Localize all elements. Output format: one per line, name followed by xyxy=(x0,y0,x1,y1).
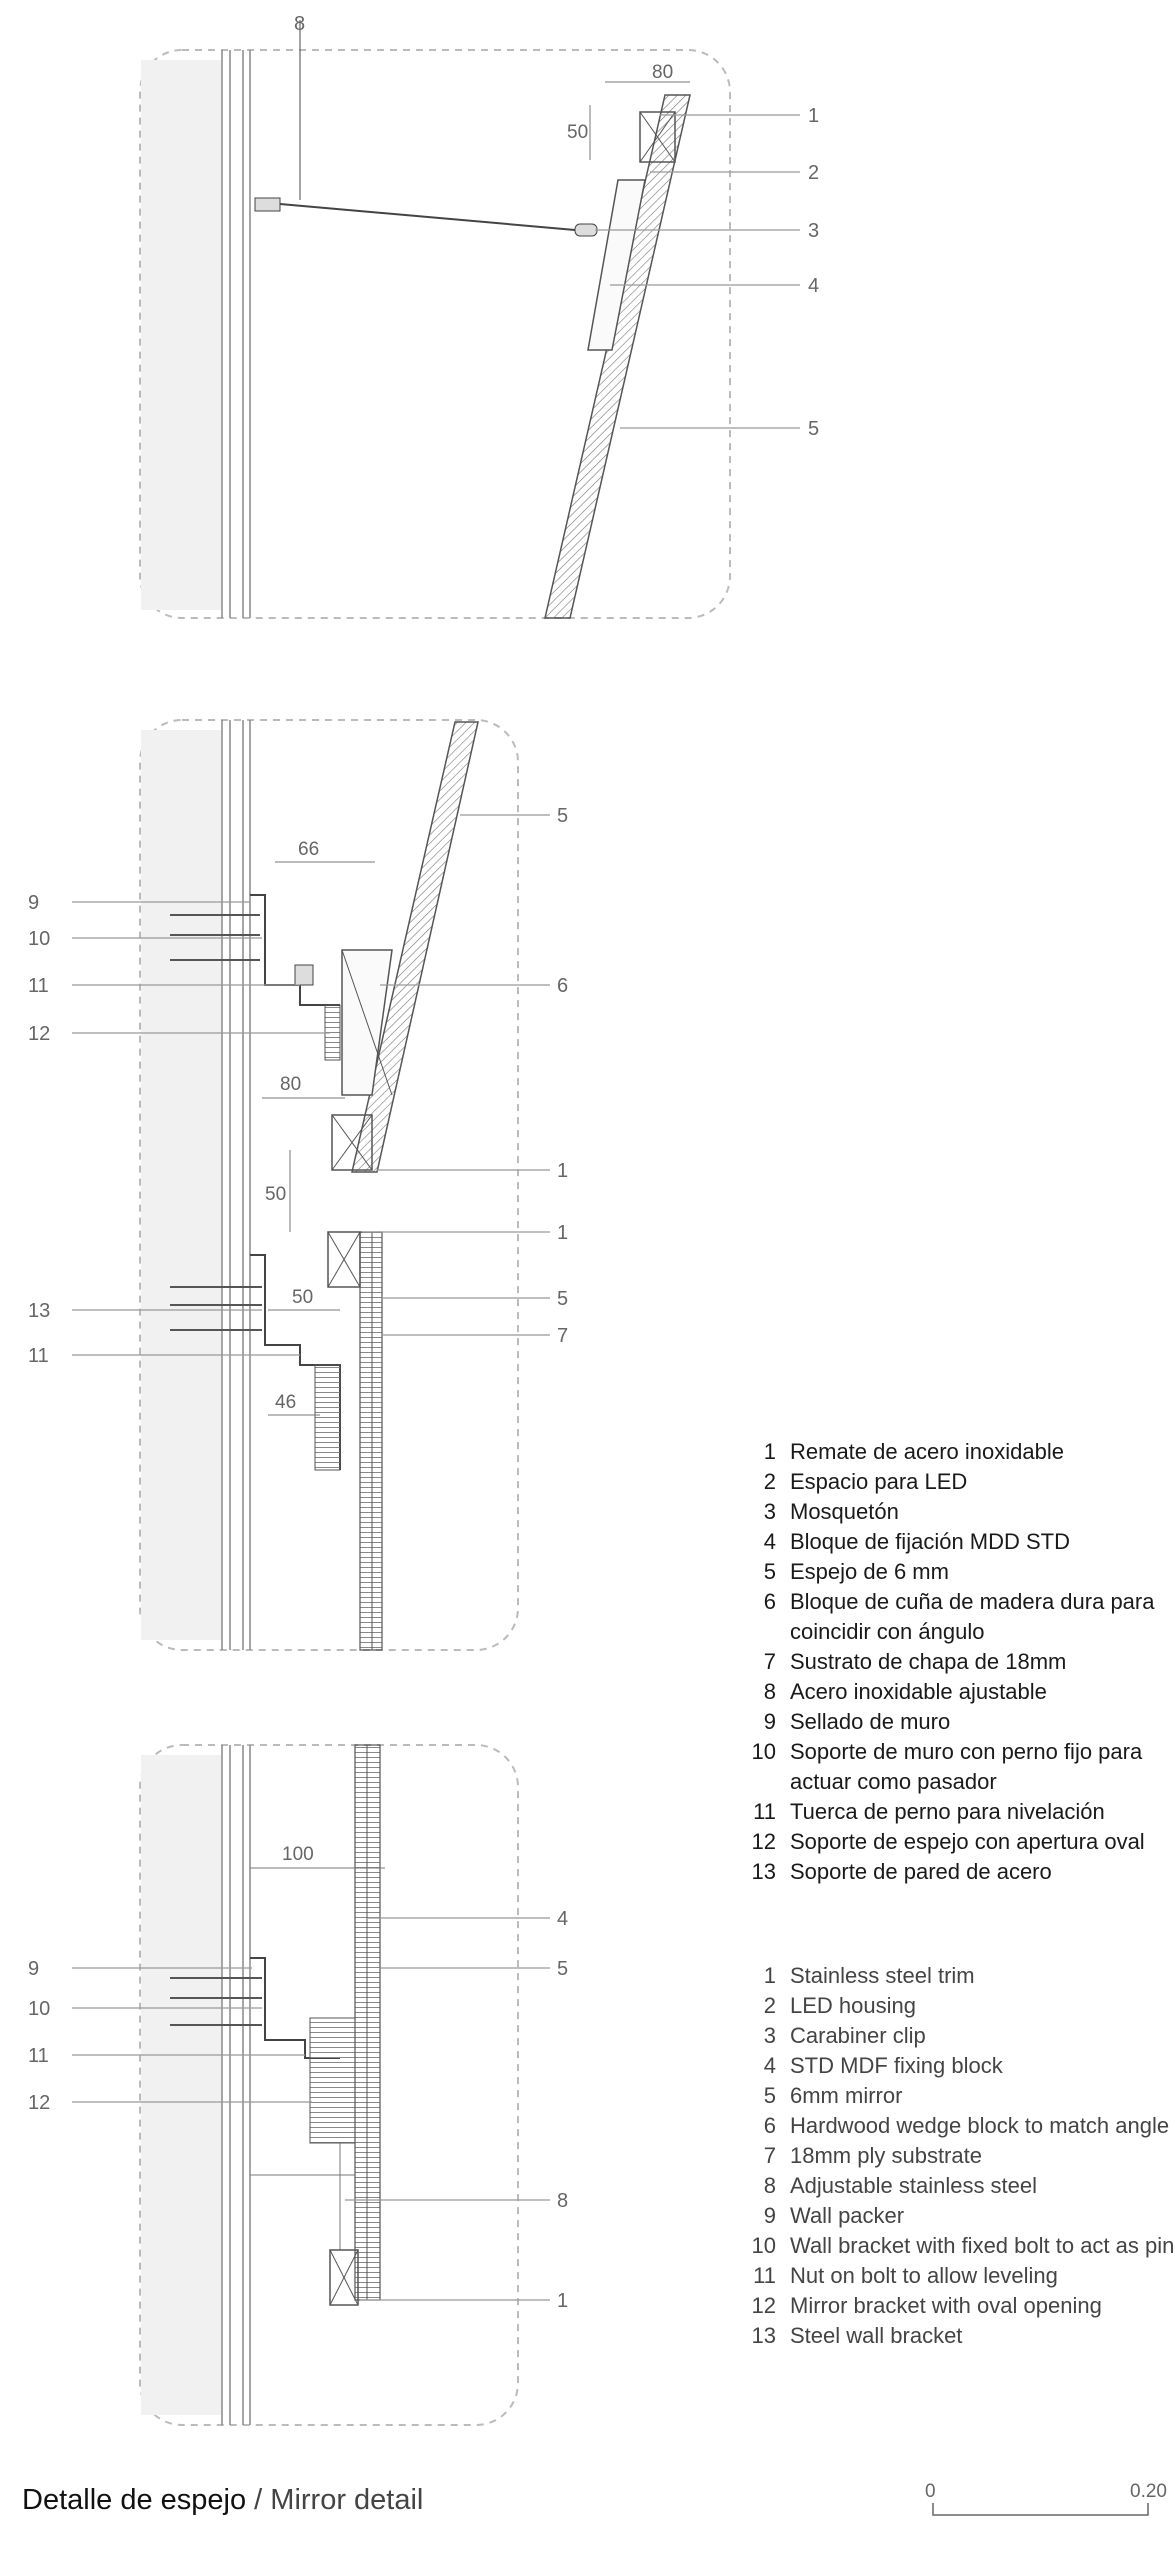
legend-text: 6mm mirror xyxy=(790,2083,903,2108)
legend-item xyxy=(740,2141,1174,2171)
legend-text: Nut on bolt to allow leveling xyxy=(790,2263,1058,2288)
legend-text: Stainless steel trim xyxy=(790,1963,975,1988)
dim-100: 100 xyxy=(282,1844,314,1865)
legend-number: 2 xyxy=(763,1469,776,1494)
legend-text: Hardwood wedge block to match angle xyxy=(790,2113,1170,2138)
legend-item xyxy=(740,1527,1175,1557)
callout-mid-left-11b: 11 xyxy=(28,1345,49,1367)
callout-bot-left-11: 11 xyxy=(28,2045,49,2067)
legend-number: 7 xyxy=(763,2143,776,2168)
callout-top-4: 4 xyxy=(808,275,820,297)
cable xyxy=(280,204,575,230)
legend-item xyxy=(740,2171,1174,2201)
tag-top: 8 xyxy=(294,13,306,35)
legend-text: Carabiner clip xyxy=(790,2023,926,2048)
legend-text: Mosquetón xyxy=(790,1499,899,1524)
legend-number: 3 xyxy=(763,1499,776,1524)
legend-text: Mirror bracket with oval opening xyxy=(790,2293,1102,2318)
legend-number: 9 xyxy=(763,1709,776,1734)
legend-spanish xyxy=(740,1437,1175,1887)
legend-text: LED housing xyxy=(790,1993,916,2018)
legend-item xyxy=(740,2291,1174,2321)
legend-number: 12 xyxy=(751,2293,776,2318)
dim-50: 50 xyxy=(567,122,589,143)
legend-item xyxy=(740,1437,1175,1467)
scale-bar xyxy=(925,2481,1167,2515)
legend-text: 18mm ply substrate xyxy=(790,2143,982,2168)
legend-text: Wall bracket with fixed bolt to act as pin xyxy=(790,2233,1175,2258)
legend-item xyxy=(740,2261,1174,2291)
callout-mid-left-9: 9 xyxy=(28,892,40,914)
legend-text: Espejo de 6 mm xyxy=(790,1559,949,1584)
carabiner xyxy=(575,224,597,236)
legend-number: 5 xyxy=(763,2083,776,2108)
legend-number: 1 xyxy=(763,1963,776,1988)
callout-mid-right-1b: 1 xyxy=(557,1222,569,1244)
legend-text: Acero inoxidable ajustable xyxy=(790,1679,1047,1704)
title-separator: / xyxy=(246,2484,271,2516)
legend-item xyxy=(740,1961,1174,1991)
callout-bot-right-8: 8 xyxy=(557,2190,569,2212)
legend-text: Bloque de cuña de madera dura para coincidir con ángulo xyxy=(790,1589,1155,1644)
legend-item xyxy=(740,1797,1175,1827)
legend-item xyxy=(740,1677,1175,1707)
legend-text: Sellado de muro xyxy=(790,1709,951,1734)
legend-number: 7 xyxy=(763,1649,776,1674)
callout-mid-left-11: 11 xyxy=(28,975,49,997)
mirror-vertical xyxy=(360,1232,382,1650)
legend-text: Remate de acero inoxidable xyxy=(790,1439,1064,1464)
callout-bot-right-1: 1 xyxy=(557,2290,569,2312)
legend-number: 8 xyxy=(763,1679,776,1704)
wall-lines xyxy=(222,50,250,618)
legend-number: 6 xyxy=(763,1589,776,1614)
legend-text: STD MDF fixing block xyxy=(790,2053,1003,2078)
callout-bot-left-10: 10 xyxy=(28,1998,51,2020)
legend-text: Soporte de espejo con apertura oval xyxy=(790,1829,1145,1854)
callout-mid-right-5b: 5 xyxy=(557,1288,569,1310)
legend-item xyxy=(740,1707,1175,1737)
title-secondary: Mirror detail xyxy=(270,2484,424,2516)
callout-bot-right-5: 5 xyxy=(557,1958,569,1980)
legend-item xyxy=(740,1467,1175,1497)
callout-bot-right-4: 4 xyxy=(557,1908,569,1930)
dim-50-mid: 50 xyxy=(265,1184,287,1205)
wall-fill xyxy=(141,1755,221,2415)
wall-anchor xyxy=(255,198,280,211)
legend-number: 5 xyxy=(763,1559,776,1584)
callout-top-2: 2 xyxy=(808,162,820,184)
legend-item xyxy=(740,2321,1174,2351)
legend-number: 12 xyxy=(751,1829,776,1854)
legend-item xyxy=(740,2231,1174,2261)
dim-66: 66 xyxy=(298,839,320,860)
callout-top-3: 3 xyxy=(808,220,820,242)
detail-top-frame xyxy=(140,50,730,618)
legend-text: Wall packer xyxy=(790,2203,905,2228)
legend-item xyxy=(740,1991,1174,2021)
callout-mid-right-5: 5 xyxy=(557,805,569,827)
legend-item xyxy=(740,2201,1174,2231)
legend-number: 11 xyxy=(753,1799,776,1824)
callout-mid-right-1: 1 xyxy=(557,1160,569,1182)
scale-bar-end: 0.20 xyxy=(1130,2481,1167,2502)
legend-number: 4 xyxy=(763,2053,776,2078)
wall-fill xyxy=(141,60,221,610)
legend-number: 13 xyxy=(751,1859,776,1884)
legend-number: 4 xyxy=(763,1529,776,1554)
legend-item xyxy=(740,2021,1174,2051)
detail-bottom xyxy=(28,1745,568,2425)
legend-item xyxy=(740,1857,1175,1887)
callout-top-1: 1 xyxy=(808,105,820,127)
legend-text: Sustrato de chapa de 18mm xyxy=(790,1649,1067,1674)
legend-number: 9 xyxy=(763,2203,776,2228)
wall-fill xyxy=(141,730,221,1640)
dim-50-mid-2: 50 xyxy=(292,1287,314,1308)
legend-item xyxy=(740,1737,1175,1797)
scale-bar-start: 0 xyxy=(925,2481,936,2502)
legend-item xyxy=(740,1647,1175,1677)
legend-text: Espacio para LED xyxy=(790,1469,968,1494)
dim-46: 46 xyxy=(275,1392,297,1413)
legend-text: Soporte de pared de acero xyxy=(790,1859,1052,1884)
legend-number: 10 xyxy=(751,1739,776,1764)
callout-bot-left-9: 9 xyxy=(28,1958,40,1980)
legend-number: 13 xyxy=(751,2323,776,2348)
legend-number: 3 xyxy=(763,2023,776,2048)
legend-text: Adjustable stainless steel xyxy=(790,2173,1038,2198)
mirror-panel-angled xyxy=(352,722,478,1172)
legend-text: Tuerca de perno para nivelación xyxy=(790,1799,1105,1824)
detail-middle xyxy=(28,720,568,1650)
legend-number: 1 xyxy=(763,1439,776,1464)
callout-mid-left-13: 13 xyxy=(28,1300,51,1322)
legend-number: 2 xyxy=(763,1993,776,2018)
legend-text: Bloque de fijación MDD STD xyxy=(790,1529,1071,1554)
legend-number: 11 xyxy=(753,2263,776,2288)
legend-item xyxy=(740,1587,1175,1647)
legend-text: Steel wall bracket xyxy=(790,2323,963,2348)
legend-item xyxy=(740,1497,1175,1527)
callout-mid-left-10: 10 xyxy=(28,928,51,950)
legend-number: 10 xyxy=(751,2233,776,2258)
detail-top xyxy=(140,13,819,618)
dim-80: 80 xyxy=(652,62,674,83)
legend-number: 6 xyxy=(763,2113,776,2138)
callout-mid-right-6: 6 xyxy=(557,975,569,997)
mirror-panel xyxy=(545,95,690,618)
legend-item xyxy=(740,1827,1175,1857)
callout-mid-left-12: 12 xyxy=(28,1023,51,1045)
legend-english xyxy=(740,1961,1174,2351)
page-title xyxy=(22,2484,423,2517)
legend-text: Soporte de muro con perno fijo para actuar como pasador xyxy=(790,1739,1143,1794)
title-main: Detalle de espejo xyxy=(22,2484,247,2516)
bracket-upper xyxy=(250,895,340,1005)
dim-80-mid: 80 xyxy=(280,1074,302,1095)
legend-item xyxy=(740,2111,1174,2141)
legend-item xyxy=(740,2081,1174,2111)
callout-bot-left-12: 12 xyxy=(28,2092,51,2114)
legend-item xyxy=(740,1557,1175,1587)
legend-number: 8 xyxy=(763,2173,776,2198)
legend-item xyxy=(740,2051,1174,2081)
callout-mid-right-7: 7 xyxy=(557,1325,569,1347)
callout-top-5: 5 xyxy=(808,418,820,440)
